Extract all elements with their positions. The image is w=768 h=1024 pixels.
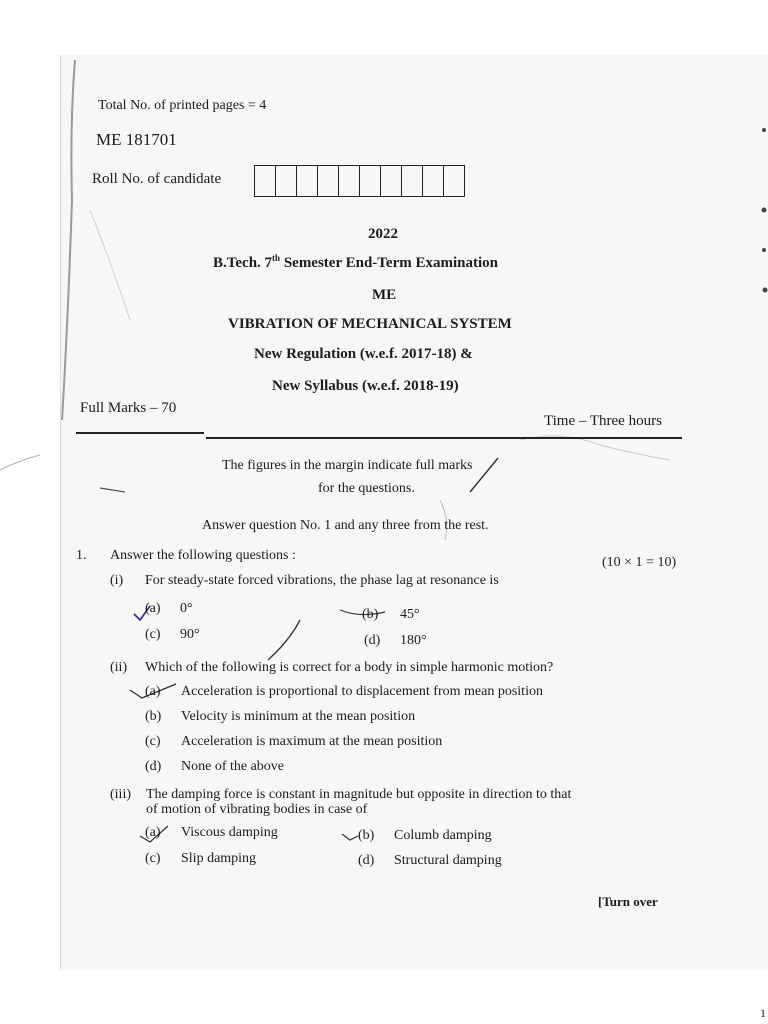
option-text: None of the above xyxy=(181,759,285,774)
option-key: (c) xyxy=(145,734,161,749)
roll-box[interactable] xyxy=(276,166,297,196)
option-text: Viscous damping xyxy=(181,825,278,840)
option-key: (d) xyxy=(358,853,375,868)
roll-box[interactable] xyxy=(360,166,381,196)
roll-box[interactable] xyxy=(381,166,402,196)
option-text: Acceleration is maximum at the mean position xyxy=(181,734,443,749)
divider-right xyxy=(206,437,682,439)
option-text: Columb damping xyxy=(394,828,492,843)
exam-title: B.Tech. 7th Semester End-Term Examination xyxy=(213,253,498,271)
option-key: (a) xyxy=(145,684,161,699)
option-key: (b) xyxy=(145,709,162,724)
option-text: 90° xyxy=(180,627,200,642)
branch: ME xyxy=(372,287,397,303)
roll-box[interactable] xyxy=(402,166,423,196)
roll-box[interactable] xyxy=(423,166,444,196)
roll-number-label: Roll No. of candidate xyxy=(92,171,222,187)
option-key: (d) xyxy=(364,633,381,648)
option-key: (d) xyxy=(145,759,162,774)
subquestion-text: The damping force is constant in magnitude but opposite in direction to that xyxy=(146,787,572,802)
option-text: 180° xyxy=(400,633,427,648)
question-number: 1. xyxy=(76,548,87,563)
option-text: 0° xyxy=(180,601,193,616)
time-allowed: Time – Three hours xyxy=(544,413,662,429)
subquestion-text: Which of the following is correct for a body in simple harmonic motion? xyxy=(145,660,554,675)
option-key: (a) xyxy=(145,601,161,616)
printed-pages-note: Total No. of printed pages = 4 xyxy=(98,98,267,113)
roll-box[interactable] xyxy=(444,166,464,196)
roll-box[interactable] xyxy=(255,166,276,196)
option-text: Slip damping xyxy=(181,851,257,866)
option-key: (b) xyxy=(362,607,379,622)
roll-box[interactable] xyxy=(318,166,339,196)
subquestion-number: (ii) xyxy=(110,660,128,675)
option-key: (c) xyxy=(145,851,161,866)
regulation-note: New Regulation (w.e.f. 2017-18) & xyxy=(254,346,473,362)
roll-number-boxes[interactable] xyxy=(254,165,465,197)
divider-left xyxy=(76,432,204,434)
subquestion-text: For steady-state forced vibrations, the phase lag at resonance is xyxy=(145,573,499,588)
subquestion-number: (iii) xyxy=(110,787,131,802)
option-text: Acceleration is proportional to displacement from mean position xyxy=(181,684,543,699)
subquestion-text-cont: of motion of vibrating bodies in case of xyxy=(146,802,368,817)
question-text: Answer the following questions : xyxy=(110,548,296,563)
instruction-line-3: Answer question No. 1 and any three from the rest. xyxy=(202,518,489,533)
subject-title: VIBRATION OF MECHANICAL SYSTEM xyxy=(228,316,512,332)
instruction-line-1: The figures in the margin indicate full marks xyxy=(222,458,473,473)
full-marks: Full Marks – 70 xyxy=(80,400,177,416)
option-text: Velocity is minimum at the mean position xyxy=(181,709,416,724)
question-marks: (10 × 1 = 10) xyxy=(602,555,677,570)
option-key: (c) xyxy=(145,627,161,642)
option-key: (b) xyxy=(358,828,375,843)
roll-box[interactable] xyxy=(339,166,360,196)
instruction-line-2: for the questions. xyxy=(318,481,415,496)
subquestion-number: (i) xyxy=(110,573,124,588)
option-text: 45° xyxy=(400,607,420,622)
paper-code: ME 181701 xyxy=(96,130,177,149)
page-mark: 1 xyxy=(760,1006,766,1020)
exam-year: 2022 xyxy=(368,226,398,242)
option-key: (a) xyxy=(145,825,161,840)
roll-box[interactable] xyxy=(297,166,318,196)
syllabus-note: New Syllabus (w.e.f. 2018-19) xyxy=(272,378,459,394)
option-text: Structural damping xyxy=(394,853,502,868)
turn-over-note: [Turn over xyxy=(598,894,658,909)
